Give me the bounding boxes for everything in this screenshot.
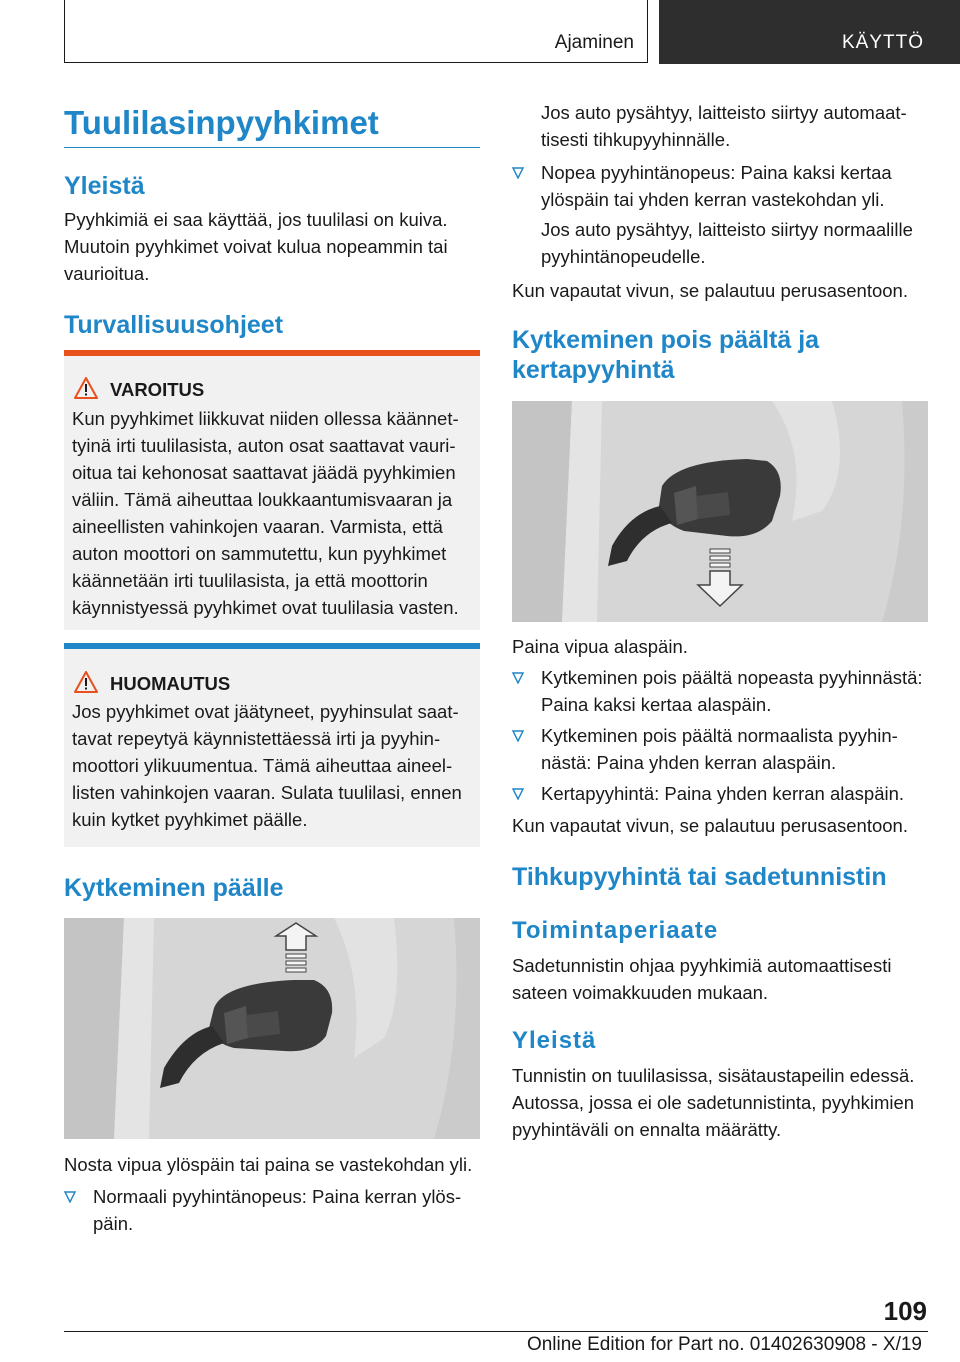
switch-on-heading: Kytkeminen päälle	[64, 874, 284, 902]
list-item-text: Nopea pyyhintänopeus: Paina kaksi kertaa ylöspäin tai yhden kerran vastekohdan yli.	[541, 162, 892, 210]
switch-on-text: Nosta vipua ylöspäin tai paina se vastekohdan yli.	[64, 1154, 473, 1175]
general-text: Pyyhkimiä ei saa käyttää, jos tuulilasi on kuiva. Muutoin pyyhkimet voivat kulua nopeammin tai vaurioitua.	[64, 209, 448, 284]
page-header	[0, 0, 960, 66]
lever-up-arrow-icon	[64, 918, 480, 1139]
bullet-triangle-icon	[512, 167, 524, 179]
list-item-text: Kytkeminen pois päältä normaalista pyyhinnästä: Paina yhden kerran alaspäin.	[541, 725, 898, 773]
list-item-text: Normaali pyyhintänopeus: Paina kerran ylöspäin.	[93, 1186, 462, 1234]
lever-down-arrow-icon	[512, 401, 928, 622]
general-heading: Yleistä	[64, 172, 145, 200]
page-number: 109	[883, 1296, 927, 1326]
notice-text: Jos pyyhkimet ovat jäätyneet, pyyhinsulat saattavat repeytyä käynnistettäessä irti ja pyyhinmoottori ylikuumentua. Tämä aiheuttaa aineellisten vahinkojen vaaran. Sulata tuulilasi, ennen kuin kytket pyyhkimet päälle.	[72, 701, 462, 830]
warning-icon	[74, 377, 98, 399]
warning-title: VAROITUS	[110, 379, 205, 400]
warning-box	[64, 350, 480, 630]
bullet-triangle-icon	[64, 1191, 76, 1203]
chapter-tab: KÄYTTÖ	[659, 0, 960, 64]
notice-bar	[64, 643, 480, 649]
title-rule	[64, 147, 480, 148]
general-text-right: Tunnistin on tuulilasissa, sisätaustapeilin edessä. Autossa, jossa ei ole sadetunnistinta, pyyhkimien pyyhintäväli on ennalta määrätty.	[512, 1065, 915, 1140]
edition-note: Online Edition for Part no. 01402630908 - X/19	[526, 1334, 922, 1355]
bullet-triangle-icon	[512, 788, 524, 800]
continuation-text: Jos auto pysähtyy, laitteisto siirtyy normaalille pyyhintänopeudelle.	[541, 219, 913, 267]
bullet-triangle-icon	[512, 672, 524, 684]
page-title: Tuulilasinpyyhkimet	[64, 104, 379, 141]
notice-box	[64, 643, 480, 847]
bullet-triangle-icon	[512, 730, 524, 742]
notice-title: HUOMAUTUS	[110, 673, 231, 694]
footer-rule	[64, 1331, 928, 1332]
general-heading-right: Yleistä	[512, 1027, 597, 1054]
release-text: Kun vapautat vivun, se palautuu perusasentoon.	[512, 280, 908, 301]
caution-icon	[74, 671, 98, 693]
warning-bar	[64, 350, 480, 356]
list-item-text: Kertapyyhintä: Paina yhden kerran alaspäin.	[541, 783, 905, 804]
principle-text: Sadetunnistin ohjaa pyyhkimiä automaattisesti sateen voimakkuuden mukaan.	[512, 955, 892, 1003]
lever-up-illustration	[64, 918, 480, 1139]
section-title: Ajaminen	[554, 32, 634, 53]
release-text: Kun vapautat vivun, se palautuu perusasentoon.	[512, 815, 908, 836]
list-item-text: Kytkeminen pois päältä nopeasta pyyhinnästä: Paina kaksi kertaa alaspäin.	[541, 667, 923, 715]
principle-heading: Toimintaperiaate	[512, 917, 719, 944]
off-heading: Kytkeminen pois päältä ja kertapyyhintä	[512, 326, 820, 384]
lever-down-illustration	[512, 401, 928, 622]
warning-text: Kun pyyhkimet liikkuvat niiden ollessa käännettyinä irti tuulilasista, auton osat saattavat vaurioitua tai kehonosat saattavat jäädä pyyhkimien väliin. Tämä aiheuttaa loukkaantumisvaaran ja aineellisten vahinkojen vaaran. Varmista, että auton moottori on sammutettu, kun pyyhkimet käännetään irti tuulilasista, ja että moottorin käynnistyessä pyyhkimet ovat tuulilasia vasten.	[72, 408, 459, 618]
safety-heading: Turvallisuusohjeet	[64, 311, 284, 339]
continuation-text: Jos auto pysähtyy, laitteisto siirtyy automaattisesti tihkupyyhinnälle.	[541, 102, 907, 150]
press-down-text: Paina vipua alaspäin.	[512, 636, 688, 657]
intermittent-heading: Tihkupyyhintä tai sadetunnistin	[512, 863, 887, 891]
